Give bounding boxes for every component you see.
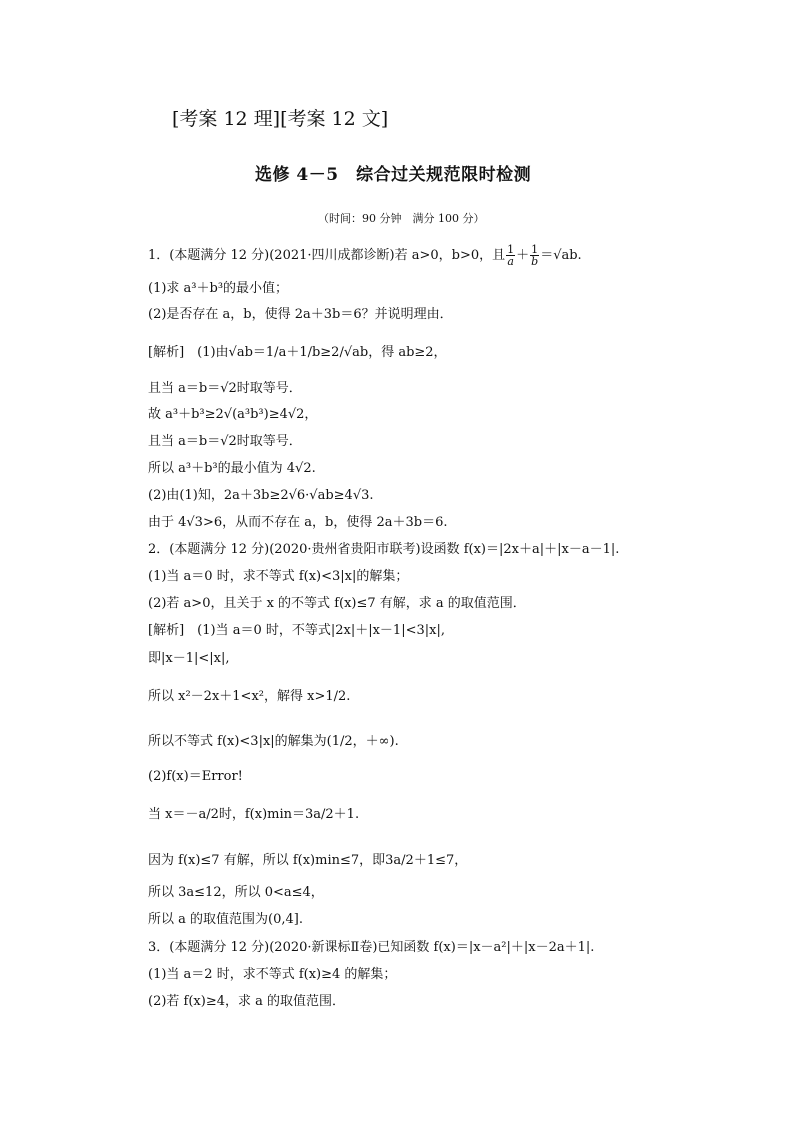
- q2-part1: (1)当 a＝0 时，求不等式 f(x)<3|x|的解集；: [148, 569, 409, 584]
- q1-stem-prefix: 1．(本题满分 12 分)(2021·四川成都诊断)若 a>0，b>0，且: [148, 248, 506, 263]
- q1-solution-line-1: [解析] (1)由√ab＝1/a＋1/b≥2/√ab，得 ab≥2，: [148, 345, 447, 360]
- q2-stem: 2．(本题满分 12 分)(2020·贵州省贵阳市联考)设函数 f(x)＝|2x＋a|＋|x－a－1|.: [148, 542, 620, 557]
- frac-1-over-a: $\frac{1}{a}$: [507, 243, 515, 268]
- q1-stem-suffix: ＝√ab.: [540, 248, 582, 263]
- q2-solution-line-3: 所以 x²－2x＋1<x²，解得 x>1/2.: [148, 689, 351, 704]
- q2-solution-line-7: 因为 f(x)≤7 有解，所以 f(x)min≤7，即3a/2＋1≤7，: [148, 853, 468, 868]
- q2-solution-line-2: 即|x－1|<|x|,: [148, 651, 230, 666]
- q1-solution-line-7: 由于 4√3>6，从而不存在 a，b，使得 2a＋3b＝6.: [148, 515, 448, 530]
- q3-part2: (2)若 f(x)≥4，求 a 的取值范围．: [148, 994, 346, 1009]
- q2-solution-line-4: 所以不等式 f(x)<3|x|的解集为(1/2，＋∞).: [148, 734, 399, 749]
- q2-solution-line-1: [解析] (1)当 a＝0 时，不等式|2x|＋|x－1|<3|x|,: [148, 623, 445, 638]
- q2-solution-line-6: 当 x＝－a/2时，f(x)min＝3a/2＋1.: [148, 807, 360, 822]
- q2-solution-line-5: (2)f(x)＝Error!: [148, 769, 243, 784]
- kao-an-header: [考案 12 理][考案 12 文]: [172, 108, 389, 130]
- q1-solution-line-3: 故 a³＋b³≥2√(a³b³)≥4√2，: [148, 407, 318, 422]
- frac-1-over-b: $\frac{1}{b}$: [531, 243, 539, 268]
- q1-solution-line-2: 且当 a＝b＝√2时取等号．: [148, 381, 302, 396]
- q2-part2: (2)若 a>0，且关于 x 的不等式 f(x)≤7 有解，求 a 的取值范围．: [148, 596, 526, 611]
- time-info: （时间：90 分钟 满分 100 分）: [318, 212, 485, 225]
- q3-part1: (1)当 a＝2 时，求不等式 f(x)≥4 的解集；: [148, 967, 397, 982]
- q2-solution-line-8: 所以 3a≤12，所以 0<a≤4，: [148, 885, 324, 900]
- q1-solution-line-4: 且当 a＝b＝√2时取等号．: [148, 434, 302, 449]
- q2-solution-line-9: 所以 a 的取值范围为(0,4].: [148, 912, 303, 927]
- q1-solution-line-5: 所以 a³＋b³的最小值为 4√2.: [148, 461, 316, 476]
- q1-part1: (1)求 a³＋b³的最小值；: [148, 281, 289, 296]
- page-title: 选修 4－5 综合过关规范限时检测: [255, 165, 532, 185]
- q1-stem: 1．(本题满分 12 分)(2021·四川成都诊断)若 a>0，b>0，且 $\frac{1}{a}$ ＋ $\frac{1}{b}$ ＝√ab.: [148, 243, 582, 268]
- q1-part2: (2)是否存在 a，b，使得 2a＋3b＝6？并说明理由．: [148, 307, 453, 322]
- q1-solution-line-6: (2)由(1)知，2a＋3b≥2√6·√ab≥4√3.: [148, 488, 374, 503]
- q3-stem: 3．(本题满分 12 分)(2020·新课标Ⅱ卷)已知函数 f(x)＝|x－a²|＋|x－2a＋1|.: [148, 940, 595, 955]
